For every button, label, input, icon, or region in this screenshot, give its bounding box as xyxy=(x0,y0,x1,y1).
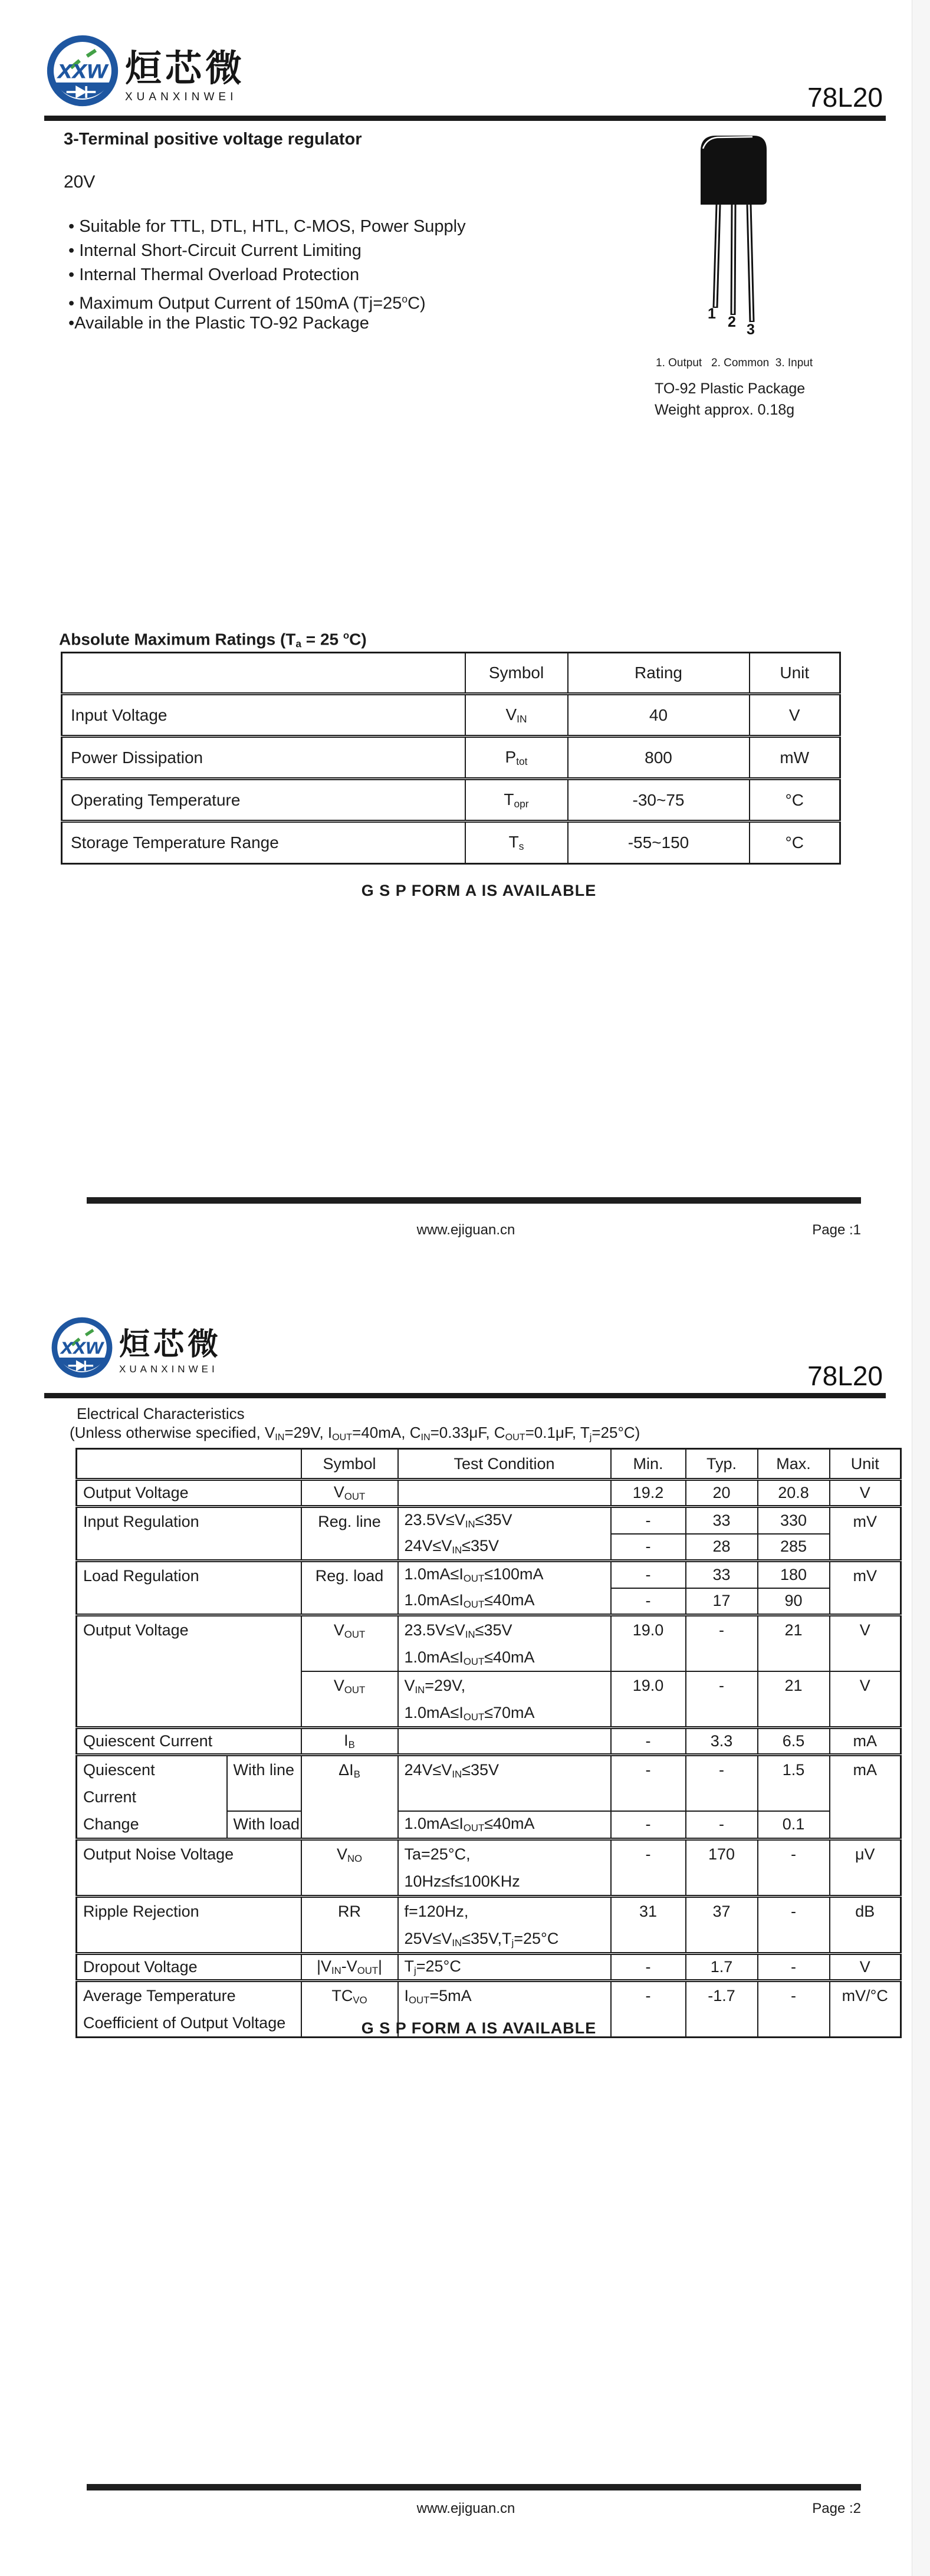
pin-number-2: 2 xyxy=(728,314,736,330)
subparam-cell: With load xyxy=(227,1811,301,1839)
symbol-cell: $V_{NO}$ xyxy=(301,1839,398,1897)
pin-assignment-note: 1. Output 2. Common 3. Input xyxy=(656,357,813,369)
max-cell: 21 xyxy=(758,1615,830,1672)
condition-cell: $24V\le V_{IN}\le 35V$ xyxy=(398,1534,611,1561)
min-cell: - xyxy=(611,1755,686,1811)
param-cell: Dropout Voltage xyxy=(77,1954,301,1981)
table-row xyxy=(62,779,840,822)
rating-cell: -55~150 xyxy=(568,822,750,864)
amr-table xyxy=(61,652,841,865)
footer-page-number: Page :2 xyxy=(812,2501,861,2516)
output-voltage-label: 20V xyxy=(64,172,96,192)
symbol-cell: Reg. line xyxy=(301,1507,398,1561)
feature-item: • Suitable for TTL, DTL, HTL, C-MOS, Power Supply xyxy=(68,217,466,236)
max-cell: 90 xyxy=(758,1588,830,1615)
package-weight: Weight approx. 0.18g xyxy=(655,402,795,418)
max-cell: 0.1 xyxy=(758,1811,830,1839)
footer-rule xyxy=(87,1197,861,1204)
param-line: Current xyxy=(83,1788,137,1806)
max-cell: 20.8 xyxy=(758,1480,830,1507)
min-cell: - xyxy=(611,1839,686,1897)
condition-cell xyxy=(398,1839,611,1897)
min-cell: 19.0 xyxy=(611,1615,686,1672)
to92-package-icon xyxy=(696,131,778,331)
pin-number-1: 1 xyxy=(708,305,716,322)
amr-col-blank xyxy=(62,653,465,694)
logo-mark-icon xyxy=(51,1316,113,1379)
amr-col-unit: Unit xyxy=(750,653,840,694)
feature-item: • Maximum Output Current of 150mA $(Tj=25^oC)$ xyxy=(68,293,426,313)
unit-cell: V xyxy=(830,1671,901,1728)
package-name: TO-92 Plastic Package xyxy=(655,380,806,397)
condition-cell: $I_{OUT}=5mA$ xyxy=(398,1981,611,2038)
param-line: Coefficient of Output Voltage xyxy=(83,2014,286,2032)
table-row xyxy=(62,694,840,737)
brand-name-en: XUANXINWEI xyxy=(125,91,238,103)
brand-logo xyxy=(46,34,245,107)
max-cell: - xyxy=(758,1954,830,1981)
typ-cell: 28 xyxy=(686,1534,758,1561)
ec-col-unit: Unit xyxy=(830,1449,901,1480)
feature-item: • Internal Thermal Overload Protection xyxy=(68,265,360,284)
part-number: 78L20 xyxy=(807,1361,883,1391)
condition-cell xyxy=(398,1728,611,1755)
typ-cell: - xyxy=(686,1811,758,1839)
table-row xyxy=(77,1728,901,1755)
max-cell: 21 xyxy=(758,1671,830,1728)
condition-cell: $24V\le V_{IN}\le 35V$ xyxy=(398,1755,611,1811)
unit-cell: °C xyxy=(750,779,840,822)
typ-cell: 33 xyxy=(686,1561,758,1588)
min-cell: - xyxy=(611,1728,686,1755)
symbol-cell: RR xyxy=(301,1897,398,1954)
table-row xyxy=(77,1755,901,1811)
unit-cell: mA xyxy=(830,1755,901,1839)
condition-cell xyxy=(398,1615,611,1672)
unit-cell: mV xyxy=(830,1561,901,1615)
symbol-cell: $|V_{IN}-V_{OUT}|$ xyxy=(301,1954,398,1981)
param-cell: Ripple Rejection xyxy=(77,1897,301,1954)
condition-line: Ta=25°C, xyxy=(404,1845,471,1863)
symbol-cell: $V_{OUT}$ xyxy=(301,1480,398,1507)
max-cell: 180 xyxy=(758,1561,830,1588)
brand-name-en: XUANXINWEI xyxy=(119,1363,218,1375)
max-cell: 330 xyxy=(758,1507,830,1534)
rating-cell: -30~75 xyxy=(568,779,750,822)
max-cell: - xyxy=(758,1981,830,2038)
unit-cell: mW xyxy=(750,737,840,779)
unit-cell: μV xyxy=(830,1839,901,1897)
param-cell: Load Regulation xyxy=(77,1561,301,1615)
condition-line: 10Hz≤f≤100KHz xyxy=(404,1872,520,1890)
pin-number-3: 3 xyxy=(747,321,755,338)
table-row xyxy=(77,1897,901,1954)
max-cell: 1.5 xyxy=(758,1755,830,1811)
typ-cell: 170 xyxy=(686,1839,758,1897)
table-row xyxy=(77,1561,901,1588)
table-row xyxy=(77,1507,901,1534)
condition-line: $23.5V\le V_{IN}\le 35V$ xyxy=(404,1621,512,1640)
features-list xyxy=(68,215,466,336)
table-row xyxy=(62,737,840,779)
symbol-cell: $V_{OUT}$ xyxy=(301,1615,398,1672)
min-cell: - xyxy=(611,1954,686,1981)
unit-cell: mV/°C xyxy=(830,1981,901,2038)
typ-cell: - xyxy=(686,1615,758,1672)
condition-cell xyxy=(398,1897,611,1954)
condition-line: $V_{IN}=29V$, xyxy=(404,1677,466,1696)
unit-cell: mA xyxy=(830,1728,901,1755)
ec-table xyxy=(75,1448,902,2038)
typ-cell: - xyxy=(686,1671,758,1728)
condition-cell: $1.0mA\le I_{OUT}\le 100mA$ xyxy=(398,1561,611,1588)
typ-cell: 1.7 xyxy=(686,1954,758,1981)
condition-cell xyxy=(398,1480,611,1507)
min-cell: 19.0 xyxy=(611,1671,686,1728)
unit-cell: °C xyxy=(750,822,840,864)
param-line: Quiescent xyxy=(83,1761,155,1779)
param-cell: Input Regulation xyxy=(77,1507,301,1561)
gsp-note: G S P FORM A IS AVAILABLE xyxy=(361,2019,597,2037)
table-row xyxy=(77,1480,901,1507)
brand-logo xyxy=(51,1316,222,1379)
table-row xyxy=(77,1839,901,1897)
symbol-cell: $I_B$ xyxy=(301,1728,398,1755)
symbol-cell: Reg. load xyxy=(301,1561,398,1615)
doc-title: 3-Terminal positive voltage regulator xyxy=(64,130,362,149)
gsp-note: G S P FORM A IS AVAILABLE xyxy=(361,882,597,899)
unit-cell: V xyxy=(830,1954,901,1981)
symbol-cell: $V_{OUT}$ xyxy=(301,1671,398,1728)
condition-cell xyxy=(398,1671,611,1728)
param-cell: Operating Temperature xyxy=(62,779,465,822)
rating-cell: 800 xyxy=(568,737,750,779)
brand-name-cn: 烜芯微 xyxy=(125,48,246,89)
feature-item: • Internal Short-Circuit Current Limiting xyxy=(68,241,362,260)
rating-cell: 40 xyxy=(568,694,750,737)
param-cell: Storage Temperature Range xyxy=(62,822,465,864)
min-cell: 19.2 xyxy=(611,1480,686,1507)
symbol-cell: $T_s$ xyxy=(465,822,568,864)
unit-cell: V xyxy=(830,1615,901,1672)
ec-header-row xyxy=(77,1449,901,1480)
table-row xyxy=(77,1954,901,1981)
param-cell: Output Voltage xyxy=(77,1615,301,1728)
table-row xyxy=(77,1615,901,1672)
table-row xyxy=(62,822,840,864)
unit-cell: V xyxy=(830,1480,901,1507)
symbol-cell: $P_{tot}$ xyxy=(465,737,568,779)
min-cell: - xyxy=(611,1534,686,1561)
ec-col-max: Max. xyxy=(758,1449,830,1480)
condition-line: $25V\le V_{IN}\le 35V,T_j=25^\circ C$ xyxy=(404,1930,559,1949)
ec-section-title: Electrical Characteristics xyxy=(77,1405,245,1422)
typ-cell: -1.7 xyxy=(686,1981,758,2038)
typ-cell: 37 xyxy=(686,1897,758,1954)
param-line: Change xyxy=(83,1815,139,1833)
min-cell: - xyxy=(611,1981,686,2038)
param-cell: Power Dissipation xyxy=(62,737,465,779)
footer-rule xyxy=(87,2484,861,2490)
ec-col-blank xyxy=(77,1449,301,1480)
symbol-cell: $TC_{VO}$ xyxy=(301,1981,398,2038)
logo-monogram: xxw xyxy=(57,55,108,84)
ec-conditions: (Unless otherwise specified, $V_{IN}=29V$, $I_{OUT}=40mA$, $C_{IN}=0.33\mu F$, $C_{OUT}=0.1\mu F$, $T_j=25^\circ C$) xyxy=(70,1424,640,1443)
amr-heading: Absolute Maximum Ratings ($T_a = 25$ $^o$C) xyxy=(59,630,367,650)
condition-cell: $1.0mA\le I_{OUT}\le 40mA$ xyxy=(398,1588,611,1615)
brand-name-cn: 烜芯微 xyxy=(119,1328,222,1362)
max-cell: 6.5 xyxy=(758,1728,830,1755)
subparam-cell: With line xyxy=(227,1755,301,1811)
unit-cell: mV xyxy=(830,1507,901,1561)
typ-cell: - xyxy=(686,1755,758,1811)
min-cell: - xyxy=(611,1561,686,1588)
typ-cell: 17 xyxy=(686,1588,758,1615)
typ-cell: 20 xyxy=(686,1480,758,1507)
amr-header-row xyxy=(62,653,840,694)
typ-cell: 3.3 xyxy=(686,1728,758,1755)
typ-cell: 33 xyxy=(686,1507,758,1534)
condition-line: $1.0mA\le I_{OUT}\le 70mA$ xyxy=(404,1704,535,1723)
feature-item: •Available in the Plastic TO-92 Package xyxy=(68,314,369,333)
min-cell: - xyxy=(611,1507,686,1534)
max-cell: - xyxy=(758,1839,830,1897)
max-cell: - xyxy=(758,1897,830,1954)
param-cell: Input Voltage xyxy=(62,694,465,737)
amr-col-symbol: Symbol xyxy=(465,653,568,694)
param-cell: Output Noise Voltage xyxy=(77,1839,301,1897)
footer-site: www.ejiguan.cn xyxy=(416,2501,515,2516)
ec-col-test-condition: Test Condition xyxy=(398,1449,611,1480)
logo-monogram: xxw xyxy=(60,1333,104,1359)
footer-site: www.ejiguan.cn xyxy=(416,1222,515,1238)
condition-line: f=120Hz, xyxy=(404,1903,469,1920)
param-cell: Output Voltage xyxy=(77,1480,301,1507)
param-cell xyxy=(77,1755,227,1839)
condition-cell: $23.5V\le V_{IN}\le 35V$ xyxy=(398,1507,611,1534)
symbol-cell: $\Delta I_B$ xyxy=(301,1755,398,1839)
scan-edge xyxy=(912,0,930,2576)
min-cell: - xyxy=(611,1588,686,1615)
ec-col-symbol: Symbol xyxy=(301,1449,398,1480)
symbol-cell: $V_{IN}$ xyxy=(465,694,568,737)
min-cell: - xyxy=(611,1811,686,1839)
amr-col-rating: Rating xyxy=(568,653,750,694)
condition-cell: $T_j=25^\circ C$ xyxy=(398,1954,611,1981)
max-cell: 285 xyxy=(758,1534,830,1561)
unit-cell: dB xyxy=(830,1897,901,1954)
header-rule xyxy=(44,116,886,121)
condition-line: $1.0mA\le I_{OUT}\le 40mA$ xyxy=(404,1648,535,1667)
part-number: 78L20 xyxy=(807,82,883,113)
header-rule xyxy=(44,1393,886,1398)
condition-cell: $1.0mA\le I_{OUT}\le 40mA$ xyxy=(398,1811,611,1839)
ec-col-typ: Typ. xyxy=(686,1449,758,1480)
footer-page-number: Page :1 xyxy=(812,1222,861,1238)
symbol-cell: $T_{opr}$ xyxy=(465,779,568,822)
unit-cell: V xyxy=(750,694,840,737)
min-cell: 31 xyxy=(611,1897,686,1954)
logo-mark-icon xyxy=(46,34,119,107)
ec-col-min: Min. xyxy=(611,1449,686,1480)
param-line: Average Temperature xyxy=(83,1987,236,2005)
param-cell: Quiescent Current xyxy=(77,1728,301,1755)
